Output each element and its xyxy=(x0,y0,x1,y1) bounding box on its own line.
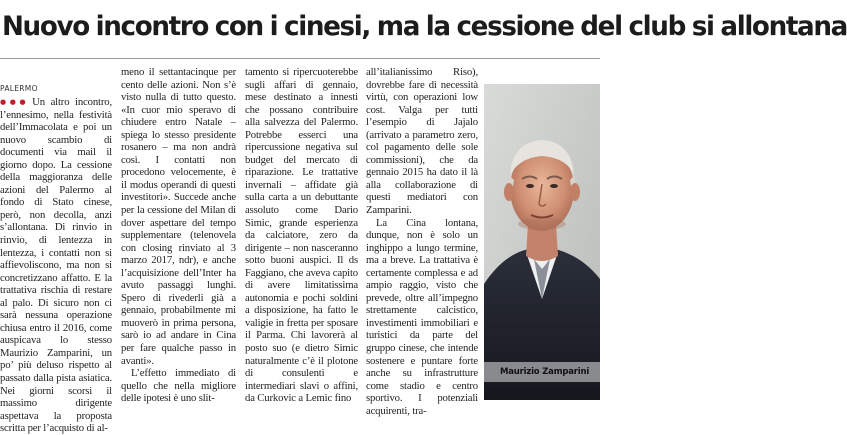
paragraph: all’italianissimo Riso), dovrebbe fare di necessità virtù, con operazioni low cost. Valga per tutti l’esempio di Jajalo (arrivato a parametro zero, col pagamento delle sole commissioni), che da gennaio 2015 ha dato il là alla collaborazione di questi mediatori con Zamparini. xyxy=(366,66,478,217)
column-text xyxy=(121,66,236,405)
paragraph: meno il settantacinque per cento delle azioni. Non s’è visto nulla di tutto questo. «In cuor mio speravo di chiudere entro Natale – spiega lo stesso presidente rosanero – ma non andrà così. I contatti non procedono velocemente, è il modus operandi di questi investitori». Succede anche per la cessione del Milan di dover aspettare del tempo supplementare (telenovela con closing rinviato al 3 marzo 2017, ndr), e anche l’acquisizione dell’Inter ha avuto passaggi lunghi. Spero di rivederli già a gennaio, probabilmente mi muoverò in prima persona, sarò io ad andare in Cina per fare qualche passo in avanti». xyxy=(121,66,236,367)
paragraph xyxy=(0,96,112,435)
section-kicker: PALERMO xyxy=(0,84,38,93)
bullet-marks: ●●● xyxy=(0,98,30,106)
article-column-4 xyxy=(366,0,478,417)
column-text xyxy=(366,66,478,417)
article-column-3 xyxy=(245,0,358,405)
paragraph: La Cina lontana, dunque, non è solo un inghippo a lungo termine, ma a breve. La trattativa è certamente complessa e ad ampio raggio, visto che prevede, oltre all’impegno strettamente calcistico, investimenti immobiliari e turistici da parte del gruppo cinese, che intende sostenere e puntare forte anche su infrastrutture come stadio e centro sportivo. I potenziali acquirenti, tra- xyxy=(366,216,478,417)
paragraph: tamento si ripercuoterebbe sugli affari di gennaio, mese destinato a innesti che possano contribuire alla salvezza del Palermo. Potrebbe esserci una ripercussione negativa sul budget del mercato di riparazione. Le trattative invernali – affidate già sulla carta a un debuttante assoluto come Dario Simic, grande esperienza da calciatore, zero da dirigente – non nasceranno sotto buoni auspici. Il ds Faggiano, che aveva capito di avere limitatissima autonomia e pochi soldini a disposizione, ha fatto le valigie in fretta per sposare il Parma. Chi lavorerà al posto suo (e dietro Simic naturalmente c’è il plotone di consulenti e intermediari slavi o affini, da Curkovic a Lemic fino xyxy=(245,66,358,405)
paragraph-text: Un altro incontro, l’ennesimo, nella festività dell’Immacolata e poi un nuovo scambio di documenti via mail il giorno dopo. La cessione della maggioranza delle azioni del Palermo al fondo di Stato cinese, però, non decolla, anzi s’allontana. Di rinvio in rinvio, di lentezza in lentezza, i contatti non si affievoliscono, ma non si concretizzano affatto. E la trattativa rischia di restare al palo. Di sicuro non ci sarà nessuna operazione chiusa entro il 2016, come auspicava lo stesso Maurizio Zamparini, un po’ più deluso rispetto al passato dalla pista asiatica. Nei giorni scorsi il massimo dirigente aspettava la proposta scritta per l’acquisto di al- xyxy=(0,96,112,435)
article-column-1 xyxy=(0,0,112,435)
column-text xyxy=(0,96,112,435)
article-column-2 xyxy=(121,0,236,405)
portrait-illustration xyxy=(484,84,600,400)
column-text xyxy=(245,66,358,405)
photo-caption: Maurizio Zamparini xyxy=(500,367,590,377)
headline: Nuovo incontro con i cinesi, ma la cessione del club si allontana xyxy=(2,11,847,42)
paragraph: L’effetto immediato di quello che nella migliore delle ipotesi è uno slit- xyxy=(121,367,236,405)
portrait-photo xyxy=(484,84,600,400)
